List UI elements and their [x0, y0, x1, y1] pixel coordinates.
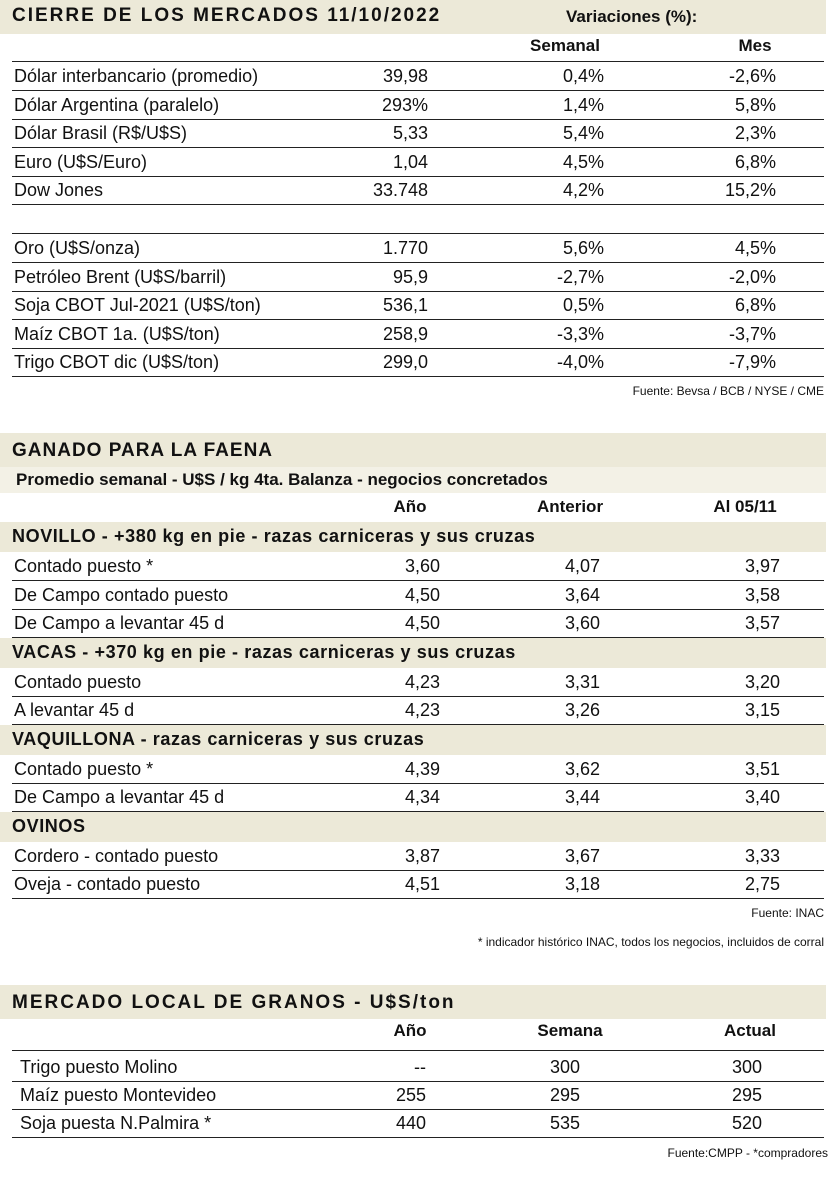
row-month: 6,8%	[734, 295, 776, 316]
table-row	[12, 119, 824, 148]
row-year: 3,87	[404, 845, 440, 866]
row-month: -3,7%	[728, 323, 776, 344]
markets-variations-label: Variaciones (%):	[566, 7, 698, 26]
table-row	[12, 842, 824, 871]
row-label: Soja puesta N.Palmira *	[20, 1113, 212, 1133]
table-row	[12, 552, 824, 581]
grains-col-year: Año	[393, 1021, 427, 1040]
category-title: NOVILLO - +380 kg en pie - razas carniceras y sus cruzas	[12, 526, 536, 546]
table-row	[12, 1053, 824, 1082]
category-band	[0, 812, 826, 842]
row-label: De Campo contado puesto	[14, 584, 229, 605]
row-date: 3,97	[744, 556, 780, 576]
table-row	[12, 348, 824, 377]
row-week: -4,0%	[556, 352, 604, 373]
row-week: 5,6%	[562, 238, 604, 258]
table-row	[12, 668, 824, 697]
row-label: Dow Jones	[14, 180, 104, 201]
row-current: 520	[731, 1113, 762, 1133]
row-value: 299,0	[382, 352, 428, 373]
row-label: Dólar Brasil (R$/U$S)	[14, 123, 188, 144]
row-prev: 3,44	[564, 787, 600, 807]
cattle-col-prev: Anterior	[536, 497, 604, 516]
row-label: Cordero - contado puesto	[14, 845, 219, 866]
table-row	[12, 91, 824, 120]
row-label: Dólar Argentina (paralelo)	[14, 94, 220, 115]
category-title: VAQUILLONA - razas carniceras y sus cruzas	[12, 728, 425, 749]
row-label: De Campo a levantar 45 d	[14, 787, 225, 807]
category-title: OVINOS	[12, 815, 86, 836]
row-date: 3,58	[744, 584, 780, 605]
row-prev: 3,60	[564, 613, 600, 633]
row-month: 6,8%	[734, 151, 776, 172]
row-prev: 3,26	[564, 700, 600, 720]
row-date: 3,51	[744, 758, 780, 779]
row-prev: 3,67	[564, 845, 600, 866]
row-date: 3,33	[744, 845, 780, 866]
row-week: 4,2%	[562, 180, 604, 201]
row-label: Maíz puesto Montevideo	[20, 1085, 217, 1105]
row-date: 3,15	[744, 700, 780, 720]
row-month: -2,0%	[728, 266, 776, 287]
row-value: 33.748	[372, 180, 428, 201]
row-value: 293%	[381, 94, 428, 115]
row-label: Oro (U$S/onza)	[14, 238, 141, 258]
table-row	[12, 320, 824, 349]
row-week: 300	[549, 1057, 580, 1077]
cattle-col-year: Año	[393, 497, 427, 516]
row-prev: 3,64	[564, 584, 600, 605]
row-week: 0,4%	[562, 66, 604, 86]
grains-col-week: Semana	[537, 1021, 603, 1040]
row-month: 15,2%	[724, 180, 776, 201]
table-row	[12, 234, 824, 263]
row-year: 4,39	[404, 758, 440, 779]
row-prev: 3,62	[564, 758, 600, 779]
grains-top-rule	[12, 1050, 824, 1051]
row-week: -3,3%	[556, 323, 604, 344]
grains-source: Fuente:CMPP - *compradores	[667, 1146, 828, 1160]
row-label: De Campo a levantar 45 d	[14, 613, 225, 633]
row-date: 3,57	[744, 613, 780, 633]
row-value: 1,04	[392, 151, 428, 172]
row-label: Trigo CBOT dic (U$S/ton)	[14, 352, 220, 373]
cattle-title: GANADO PARA LA FAENA	[12, 440, 274, 461]
markets-col-week: Semanal	[530, 36, 600, 55]
row-year: 255	[395, 1085, 426, 1105]
grains-title: MERCADO LOCAL DE GRANOS - U$S/ton	[12, 992, 456, 1013]
row-prev: 4,07	[564, 556, 600, 576]
row-label: Trigo puesto Molino	[20, 1057, 178, 1077]
row-label: A levantar 45 d	[14, 700, 135, 720]
row-year: 440	[395, 1113, 426, 1133]
row-date: 3,40	[744, 787, 780, 807]
row-date: 2,75	[744, 874, 780, 894]
row-label: Contado puesto *	[14, 758, 154, 779]
row-month: 5,8%	[734, 94, 776, 115]
row-week: 4,5%	[562, 151, 604, 172]
table-row	[12, 696, 824, 725]
markets-title: CIERRE DE LOS MERCADOS 11/10/2022	[12, 5, 442, 26]
row-prev: 3,31	[564, 671, 600, 692]
cattle-source: Fuente: INAC	[751, 906, 824, 920]
row-year: --	[414, 1057, 426, 1077]
row-value: 5,33	[392, 123, 428, 144]
row-month: -2,6%	[728, 66, 776, 86]
table-row	[12, 581, 824, 610]
row-month: 2,3%	[734, 123, 776, 144]
table-row	[12, 1081, 824, 1110]
row-label: Contado puesto	[14, 671, 142, 692]
row-month: -7,9%	[728, 352, 776, 373]
markets-col-month: Mes	[738, 36, 772, 55]
table-row	[12, 870, 824, 899]
row-year: 4,51	[404, 874, 440, 894]
row-value: 95,9	[392, 266, 428, 287]
table-row	[12, 1109, 824, 1138]
row-year: 3,60	[404, 556, 440, 576]
row-prev: 3,18	[564, 874, 600, 894]
row-label: Petróleo Brent (U$S/barril)	[14, 266, 227, 287]
table-row	[12, 291, 824, 320]
row-year: 4,50	[404, 584, 440, 605]
row-label: Soja CBOT Jul-2021 (U$S/ton)	[14, 295, 261, 316]
category-title: VACAS - +370 kg en pie - razas carniceras y sus cruzas	[12, 641, 516, 662]
row-year: 4,50	[404, 613, 440, 633]
table-row	[12, 609, 824, 638]
row-label: Maíz CBOT 1a. (U$S/ton)	[14, 323, 220, 344]
cattle-footnote: * indicador histórico INAC, todos los negocios, incluidos de corral	[477, 935, 824, 949]
cattle-subtitle: Promedio semanal - U$S / kg 4ta. Balanza - negocios concretados	[16, 470, 548, 489]
row-current: 295	[731, 1085, 762, 1105]
row-week: -2,7%	[556, 266, 604, 287]
table-row	[12, 755, 824, 784]
row-date: 3,20	[744, 671, 780, 692]
markets-source: Fuente: Bevsa / BCB / NYSE / CME	[632, 384, 824, 398]
markets-mid-rule	[12, 233, 824, 234]
table-row	[12, 176, 824, 205]
row-year: 4,23	[404, 671, 440, 692]
row-week: 0,5%	[562, 295, 604, 316]
row-label: Contado puesto *	[14, 556, 154, 576]
table-row	[12, 148, 824, 177]
row-current: 300	[731, 1057, 762, 1077]
row-label: Euro (U$S/Euro)	[14, 151, 148, 172]
row-value: 536,1	[382, 295, 428, 316]
row-week: 295	[549, 1085, 580, 1105]
row-value: 258,9	[382, 323, 428, 344]
table-row	[12, 62, 824, 91]
row-month: 4,5%	[734, 238, 776, 258]
row-week: 5,4%	[562, 123, 604, 144]
table-row	[12, 263, 824, 292]
row-label: Dólar interbancario (promedio)	[14, 66, 259, 86]
row-year: 4,23	[404, 700, 440, 720]
row-label: Oveja - contado puesto	[14, 874, 201, 894]
row-value: 39,98	[382, 66, 428, 86]
cattle-col-date: Al 05/11	[713, 497, 777, 516]
row-year: 4,34	[404, 787, 440, 807]
table-row	[12, 783, 824, 812]
row-week: 1,4%	[562, 94, 604, 115]
row-week: 535	[549, 1113, 580, 1133]
grains-col-current: Actual	[724, 1021, 776, 1040]
row-value: 1.770	[382, 238, 428, 258]
